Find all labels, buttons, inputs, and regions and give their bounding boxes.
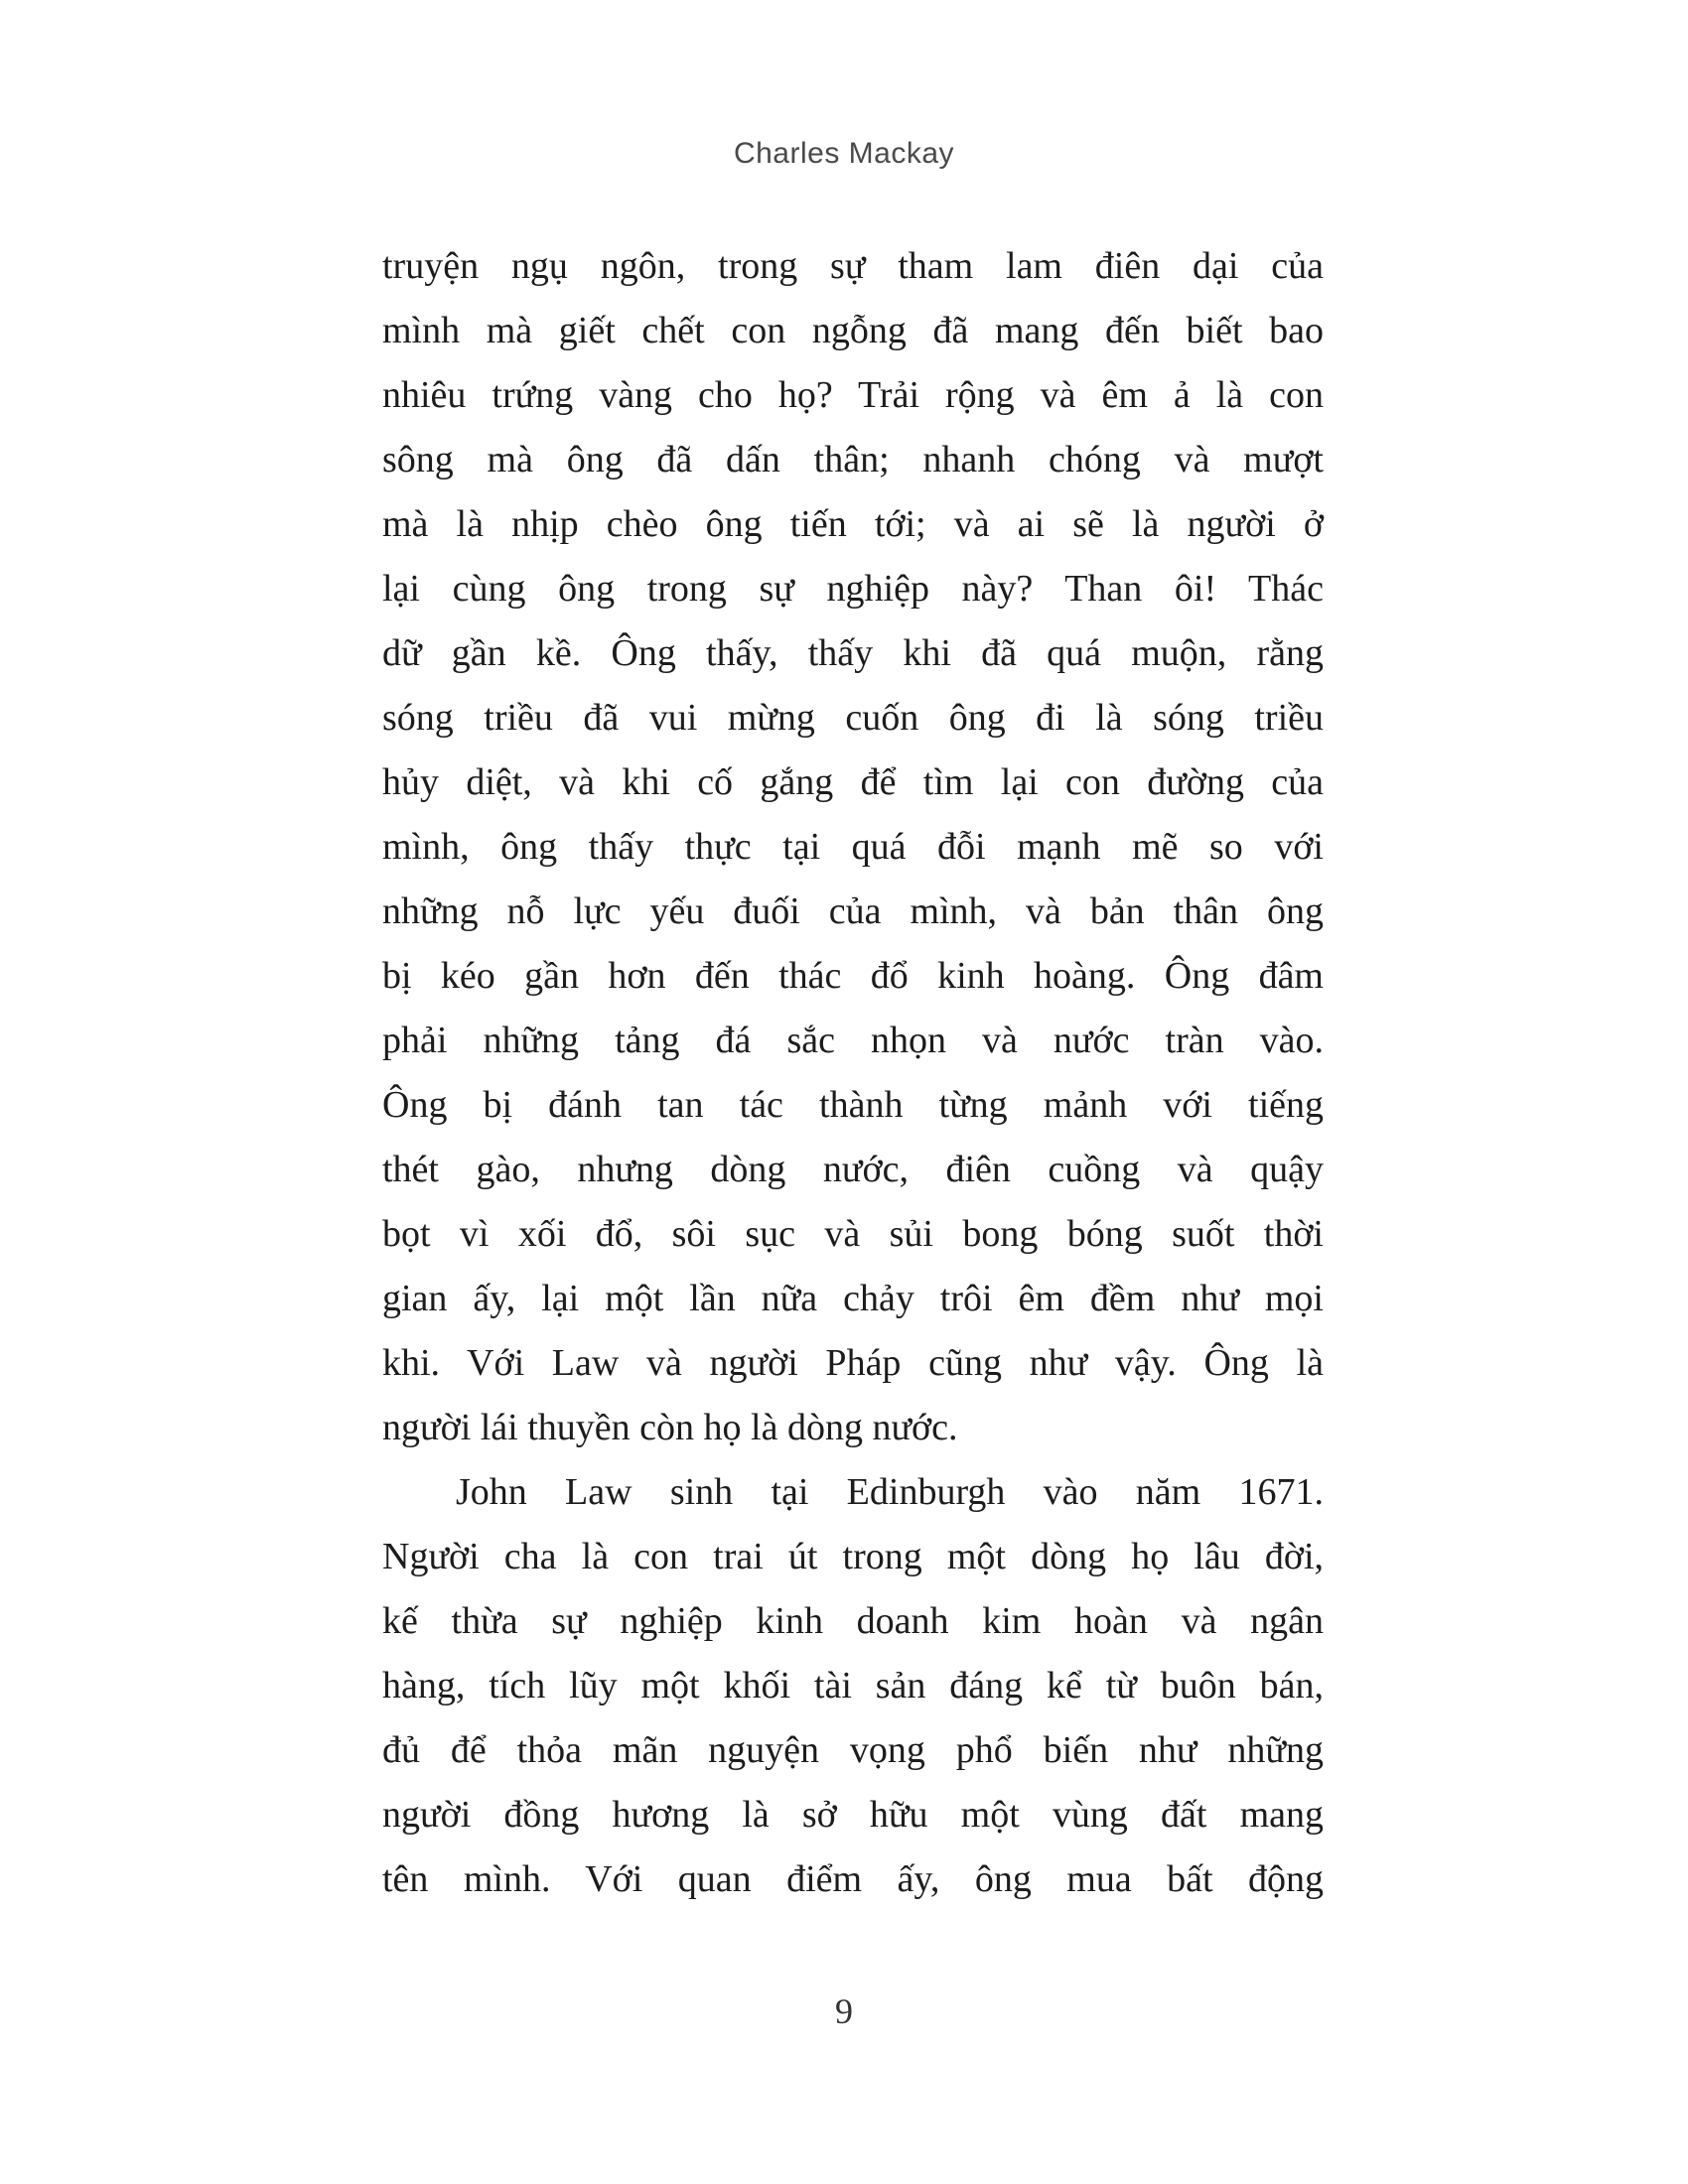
text-line: dữ gần kề. Ông thấy, thấy khi đã quá muộn, rằng bbox=[382, 632, 1324, 674]
text-line: những nỗ lực yếu đuối của mình, và bản thân ông bbox=[382, 890, 1324, 932]
text-line: hủy diệt, và khi cố gắng để tìm lại con đường của bbox=[382, 761, 1324, 803]
text-line: lại cùng ông trong sự nghiệp này? Than ôi! Thác bbox=[382, 568, 1324, 610]
text-line: truyện ngụ ngôn, trong sự tham lam điên dại của bbox=[382, 245, 1324, 287]
text-line: phải những tảng đá sắc nhọn và nước tràn vào. bbox=[382, 1020, 1324, 1061]
text-line: bọt vì xối đổ, sôi sục và sủi bong bóng suốt thời bbox=[382, 1213, 1324, 1255]
text-line: người lái thuyền còn họ là dòng nước. bbox=[382, 1407, 958, 1448]
page-body-text bbox=[382, 234, 1324, 1912]
text-line: John Law sinh tại Edinburgh vào năm 1671. bbox=[456, 1471, 1324, 1513]
text-line: mình mà giết chết con ngỗng đã mang đến biết bao bbox=[382, 310, 1324, 351]
text-line: nhiêu trứng vàng cho họ? Trải rộng và êm ả là con bbox=[382, 374, 1324, 416]
text-line: bị kéo gần hơn đến thác đổ kinh hoàng. Ông đâm bbox=[382, 955, 1324, 997]
text-line: mà là nhịp chèo ông tiến tới; và ai sẽ là người ở bbox=[382, 503, 1324, 545]
page-number: 9 bbox=[835, 1991, 853, 2031]
text-line: thét gào, nhưng dòng nước, điên cuồng và quậy bbox=[382, 1149, 1324, 1190]
running-head: Charles Mackay bbox=[733, 137, 955, 170]
text-line: sóng triều đã vui mừng cuốn ông đi là sóng triều bbox=[382, 697, 1324, 739]
text-line: Ông bị đánh tan tác thành từng mảnh với tiếng bbox=[382, 1084, 1324, 1126]
text-line: sông mà ông đã dấn thân; nhanh chóng và mượt bbox=[382, 439, 1324, 480]
text-line: kế thừa sự nghiệp kinh doanh kim hoàn và ngân bbox=[382, 1600, 1324, 1642]
text-line: hàng, tích lũy một khối tài sản đáng kể từ buôn bán, bbox=[382, 1665, 1324, 1706]
text-line: gian ấy, lại một lần nữa chảy trôi êm đềm như mọi bbox=[382, 1278, 1324, 1319]
text-line: mình, ông thấy thực tại quá đỗi mạnh mẽ so với bbox=[382, 826, 1324, 868]
text-line: đủ để thỏa mãn nguyện vọng phổ biến như những bbox=[382, 1729, 1324, 1771]
paragraph bbox=[382, 234, 1324, 1460]
text-line: Người cha là con trai út trong một dòng họ lâu đời, bbox=[382, 1536, 1324, 1577]
paragraph bbox=[382, 1460, 1324, 1912]
text-line: khi. Với Law và người Pháp cũng như vậy. Ông là bbox=[382, 1342, 1324, 1384]
text-line: tên mình. Với quan điểm ấy, ông mua bất động bbox=[382, 1858, 1324, 1900]
text-line: người đồng hương là sở hữu một vùng đất mang bbox=[382, 1794, 1324, 1836]
